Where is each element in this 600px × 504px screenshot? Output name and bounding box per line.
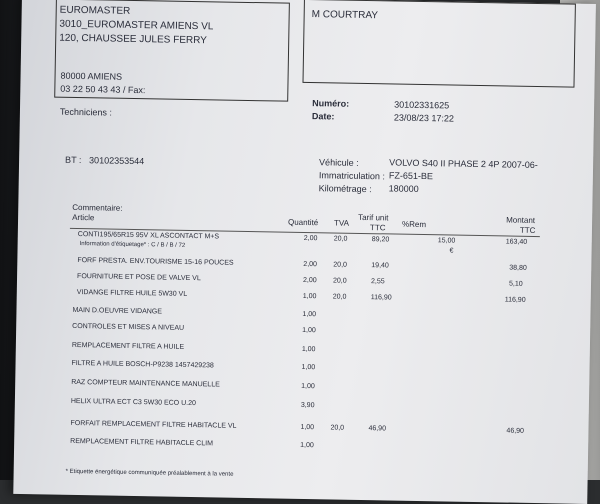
cell-article: REMPLACEMENT FILTRE HABITACLE CLIM <box>70 437 213 448</box>
header-unit-price: Tarif unit <box>358 212 389 223</box>
cell-article: FOURNITURE ET POSE DE VALVE VL <box>77 273 201 283</box>
vehicle-value: VOLVO S40 II PHASE 2 4P 2007-06- <box>389 157 538 171</box>
mileage-label: Kilométrage : <box>318 183 372 195</box>
cell-unit: 46,90 <box>368 425 387 433</box>
cell-amount: 116,90 <box>504 296 526 304</box>
recipient-name: M COURTRAY <box>311 9 379 22</box>
invoice-paper <box>13 0 596 504</box>
cell-amount: 38,80 <box>509 264 527 272</box>
cell-amount: 5,10 <box>508 280 523 288</box>
sender-city: 80000 AMIENS <box>60 70 123 82</box>
cell-qty: 1,00 <box>302 292 317 301</box>
cell-qty: 2,00 <box>302 276 317 285</box>
cell-article: FORFAIT REMPLACEMENT FILTRE HABITACLE VL <box>70 419 237 430</box>
cell-amount: 46,90 <box>506 427 525 435</box>
cell-unit: 19,40 <box>371 262 389 270</box>
cell-qty: 2,00 <box>303 234 318 243</box>
sender-phone: 03 22 50 43 43 / Fax: <box>60 83 146 96</box>
registration-label: Immatriculation : <box>318 170 385 182</box>
cell-article: VIDANGE FILTRE HUILE 5W30 VL <box>76 289 188 298</box>
header-quantity: Quantité <box>287 217 319 228</box>
header-unit-price-ttc: TTC <box>369 223 386 233</box>
footnote: * Etiquette énergétique communiquée préalablement à la vente <box>65 468 234 478</box>
cell-article: REMPLACEMENT FILTRE A HUILE <box>71 341 185 351</box>
invoice-date-label: Date: <box>311 111 335 122</box>
sender-company: EUROMASTER <box>59 4 131 17</box>
cell-unit: 89,20 <box>371 236 390 244</box>
header-article: Article <box>72 212 95 223</box>
cell-unit: 116,90 <box>370 294 392 302</box>
cell-article: CONTROLES ET MISES A NIVEAU <box>72 322 185 332</box>
cell-qty: 1,00 <box>302 310 317 319</box>
cell-article: RAZ COMPTEUR MAINTENANCE MANUELLE <box>71 378 220 389</box>
cell-article: FILTRE A HUILE BOSCH-P9238 1457429238 <box>71 359 214 370</box>
header-discount: %Rem <box>401 219 427 230</box>
cell-qty: 1,00 <box>301 345 316 354</box>
cell-tva: 20,0 <box>332 277 347 285</box>
cell-amount: 163,40 <box>505 238 528 246</box>
header-amount-ttc: TTC <box>519 225 536 235</box>
sender-street: 120, CHAUSSEE JULES FERRY <box>59 32 207 47</box>
invoice-number-label: Numéro: <box>312 98 350 109</box>
cell-qty: 1,00 <box>302 326 316 335</box>
cell-article: HELIX ULTRA ECT C3 5W30 ECO U.20 <box>70 397 196 408</box>
cell-qty: 2,00 <box>303 260 318 269</box>
invoice-number: 30102331625 <box>394 99 450 111</box>
cell-article: FORF PRESTA. ENV.TOURISME 15-16 POUCES <box>77 257 234 267</box>
cell-rem: € <box>449 247 454 255</box>
cell-qty: 1,00 <box>301 382 315 391</box>
cell-article: MAIN D.OEUVRE VIDANGE <box>72 306 163 316</box>
cell-tva: 20,0 <box>333 261 348 269</box>
cell-article: CONTI195/65R15 95V XL ASCONTACT M+S <box>77 231 220 241</box>
cell-qty: 1,00 <box>300 441 314 450</box>
sender-branch: 3010_EUROMASTER AMIENS VL <box>59 18 214 33</box>
invoice-date: 23/08/23 17:22 <box>393 112 455 124</box>
mileage-value: 180000 <box>388 183 419 194</box>
registration-value: FZ-651-BE <box>388 170 433 182</box>
cell-qty: 3,90 <box>300 401 315 410</box>
cell-tva: 20,0 <box>330 424 345 432</box>
cell-qty: 1,00 <box>300 423 315 432</box>
technicians-label: Techniciens : <box>59 106 113 118</box>
comment-label: Commentaire: <box>72 202 123 213</box>
cell-rem: 15,00 <box>437 237 456 245</box>
cell-tva: 20,0 <box>333 235 348 243</box>
header-amount: Montant <box>506 215 536 225</box>
header-tva: TVA <box>333 218 350 228</box>
bt-label: BT : <box>65 154 82 166</box>
cell-article: Information d'étiquetage* : C / B / B / 72 <box>79 241 186 249</box>
vehicle-label: Véhicule : <box>319 157 359 168</box>
bt-value: 30102353544 <box>89 155 145 167</box>
cell-tva: 20,0 <box>332 293 347 301</box>
cell-qty: 1,00 <box>301 363 316 372</box>
cell-unit: 2,55 <box>370 278 385 286</box>
